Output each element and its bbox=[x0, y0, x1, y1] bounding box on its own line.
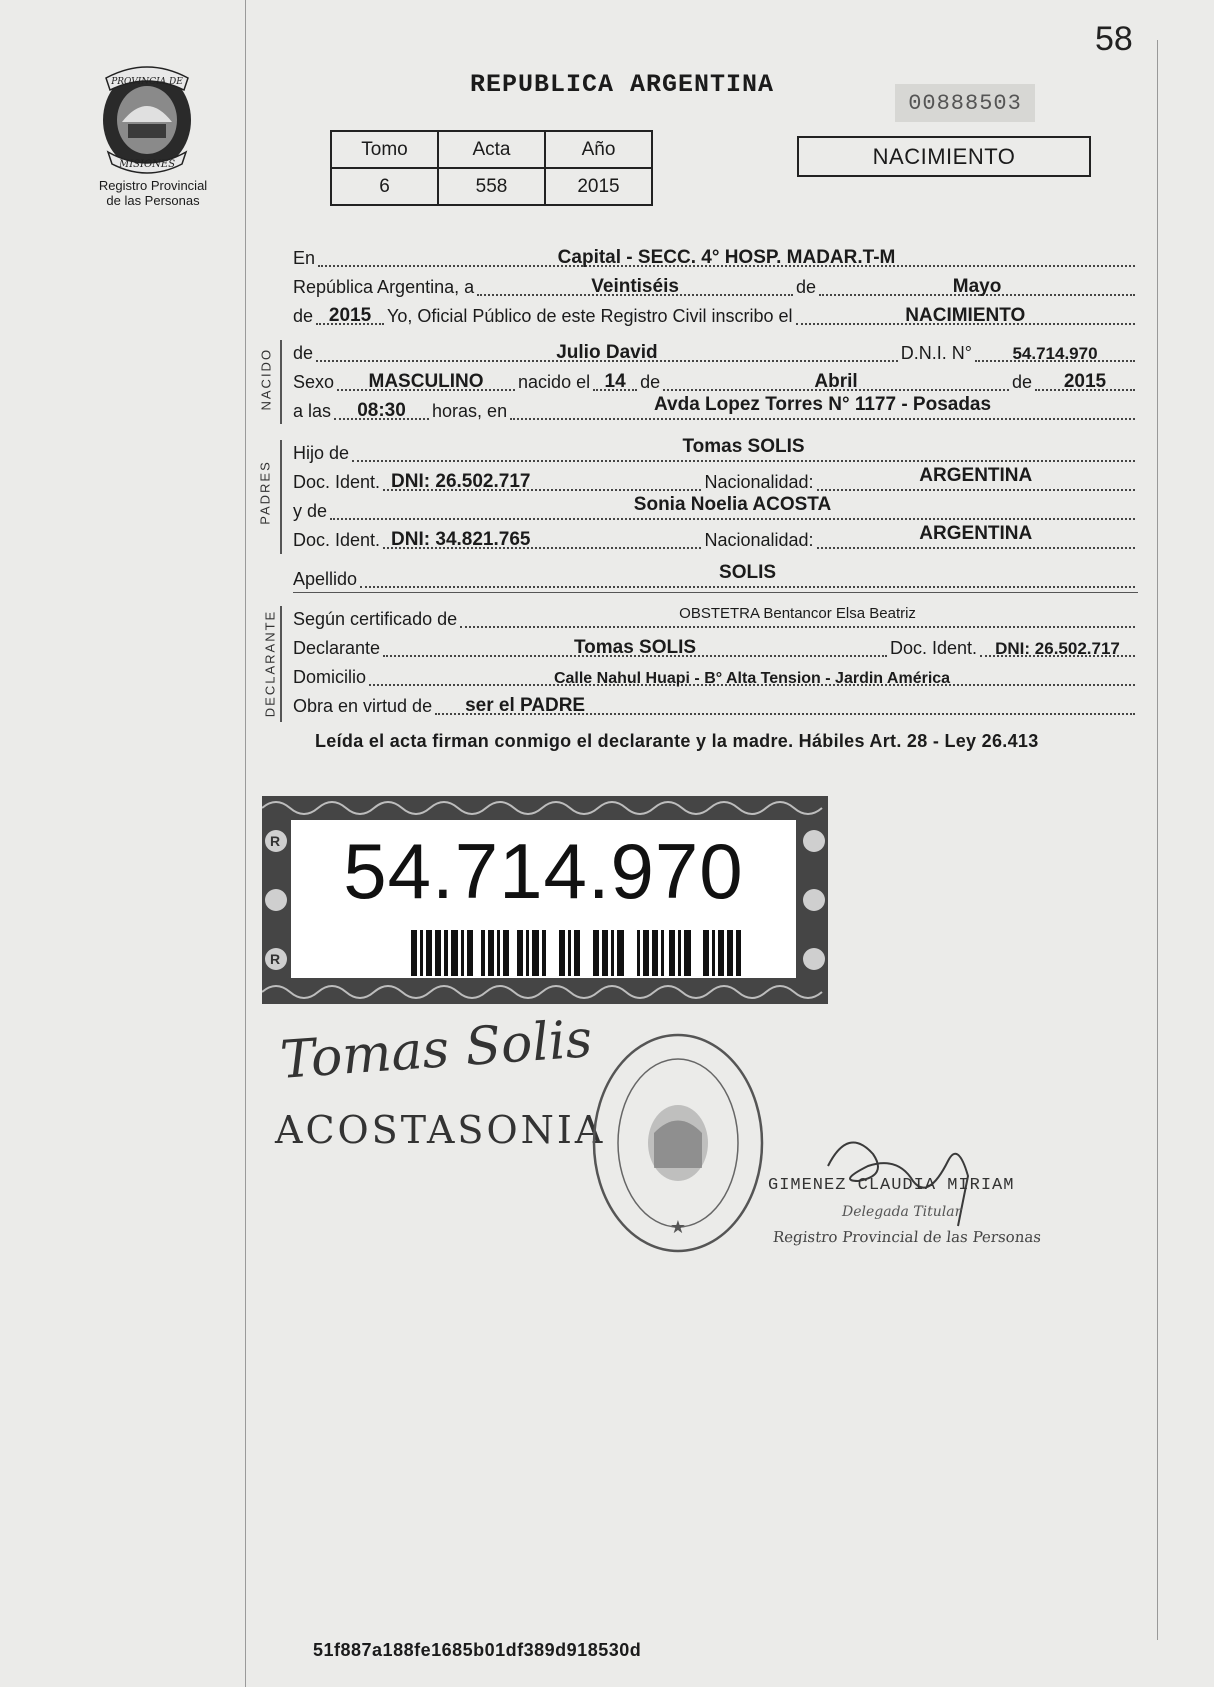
row-mother-doc bbox=[293, 523, 1138, 553]
row-mother bbox=[293, 494, 1138, 524]
row-time-place bbox=[293, 394, 1138, 424]
row-address bbox=[293, 664, 1138, 690]
mother-doc-label: Doc. Ident. bbox=[293, 530, 381, 550]
province-seal-logo bbox=[92, 60, 202, 178]
logo-caption-line2: de las Personas bbox=[106, 193, 200, 208]
row-sex-birth bbox=[293, 369, 1138, 395]
nacido-bracket bbox=[280, 340, 282, 424]
year-prefix: de bbox=[293, 306, 314, 326]
declarante-section-label: DECLARANTE bbox=[262, 609, 278, 718]
father-nat-value: ARGENTINA bbox=[919, 465, 1033, 486]
document-title: REPUBLICA ARGENTINA bbox=[470, 70, 775, 99]
id-number-label bbox=[262, 796, 828, 1004]
sex-label: Sexo bbox=[293, 372, 335, 392]
mother-label: y de bbox=[293, 501, 328, 521]
serial-number: 00888503 bbox=[895, 84, 1035, 122]
id-number-text: 54.714.970 bbox=[343, 827, 744, 915]
father-doc-value: DNI: 26.502.717 bbox=[391, 471, 531, 492]
row-year bbox=[293, 303, 1138, 329]
tomo-acta-table bbox=[330, 130, 653, 206]
row-surname bbox=[293, 562, 1138, 592]
officer-text: Yo, Oficial Público de este Registro Civil inscribo el bbox=[387, 306, 793, 326]
corner-mark-left: R bbox=[270, 833, 281, 849]
father-label: Hijo de bbox=[293, 443, 350, 463]
declarante-bracket bbox=[280, 606, 282, 722]
mother-nat-label: Nacionalidad: bbox=[704, 530, 814, 550]
barcode bbox=[411, 930, 741, 976]
role-label: Obra en virtud de bbox=[293, 696, 433, 716]
surname-label: Apellido bbox=[293, 569, 358, 589]
cert-label: Según certificado de bbox=[293, 609, 458, 629]
left-margin-line bbox=[245, 0, 246, 1687]
de-label: de bbox=[796, 277, 817, 297]
mother-doc-value: DNI: 34.821.765 bbox=[391, 529, 531, 550]
row-date bbox=[293, 274, 1138, 300]
father-value: Tomas SOLIS bbox=[682, 436, 805, 457]
mother-nat-value: ARGENTINA bbox=[919, 523, 1033, 544]
country-label: República Argentina, a bbox=[293, 277, 475, 297]
time-value: 08:30 bbox=[357, 400, 406, 421]
surname-divider bbox=[293, 592, 1138, 593]
surname-value: SOLIS bbox=[719, 562, 777, 583]
de-label-3: de bbox=[1011, 372, 1032, 392]
time-label: a las bbox=[293, 401, 332, 421]
official-organization: Registro Provincial de las Personas bbox=[772, 1228, 1043, 1246]
padres-bracket bbox=[280, 440, 282, 554]
padres-section-label: PADRES bbox=[257, 460, 273, 525]
row-role bbox=[293, 693, 1138, 719]
tomo-value: 6 bbox=[331, 168, 438, 205]
born-label: nacido el bbox=[518, 372, 591, 392]
cert-value: OBSTETRA Bentancor Elsa Beatriz bbox=[679, 605, 916, 622]
svg-text:★: ★ bbox=[669, 1217, 687, 1237]
birth-place-value: Avda Lopez Torres N° 1177 - Posadas bbox=[654, 394, 992, 415]
father-doc-label: Doc. Ident. bbox=[293, 472, 381, 492]
official-stamp bbox=[588, 1028, 768, 1258]
declarant-doc-value: DNI: 26.502.717 bbox=[995, 639, 1120, 658]
acta-value: 558 bbox=[438, 168, 545, 205]
act-type-box: NACIMIENTO bbox=[797, 136, 1091, 177]
signature-father: Tomas Solis bbox=[278, 1009, 595, 1091]
role-value: ser el PADRE bbox=[465, 695, 586, 716]
acta-header: Acta bbox=[438, 131, 545, 168]
row-declarant bbox=[293, 635, 1138, 661]
row-certificate bbox=[293, 606, 1138, 632]
de-label-2: de bbox=[640, 372, 661, 392]
month-value: Mayo bbox=[952, 276, 1002, 297]
row-child-name bbox=[293, 340, 1138, 366]
nacido-section-label: NACIDO bbox=[258, 347, 274, 411]
official-name: GIMENEZ CLAUDIA MIRIAM bbox=[768, 1176, 1015, 1195]
address-label: Domicilio bbox=[293, 667, 367, 687]
svg-text:PROVINCIA DE: PROVINCIA DE bbox=[111, 77, 183, 87]
address-value: Calle Nahul Huapi - B° Alta Tension - Jardin América bbox=[553, 670, 951, 687]
tomo-header: Tomo bbox=[331, 131, 438, 168]
father-nat-label: Nacionalidad: bbox=[704, 472, 814, 492]
signature-mother: ACOSTASONIA bbox=[275, 1108, 606, 1152]
logo-caption bbox=[78, 178, 228, 208]
day-value: Veintiséis bbox=[591, 276, 679, 297]
logo-caption-line1: Registro Provincial bbox=[98, 178, 208, 193]
child-dni-value: 54.714.970 bbox=[1012, 344, 1098, 363]
page-number: 58 bbox=[1095, 20, 1133, 58]
anio-header: Año bbox=[545, 131, 652, 168]
document-hash: 51f887a188fe1685b01df389d918530d bbox=[313, 1640, 642, 1660]
inscribed-value: NACIMIENTO bbox=[905, 305, 1026, 326]
anio-value: 2015 bbox=[545, 168, 652, 205]
right-margin-line bbox=[1157, 40, 1158, 1640]
hours-label: horas, en bbox=[432, 401, 508, 421]
en-label: En bbox=[293, 248, 316, 268]
mother-value: Sonia Noelia ACOSTA bbox=[633, 494, 832, 515]
birth-day-value: 14 bbox=[604, 371, 626, 392]
row-father bbox=[293, 436, 1138, 466]
year-value: 2015 bbox=[328, 305, 372, 326]
child-name-value: Julio David bbox=[556, 342, 658, 363]
birth-month-value: Abril bbox=[814, 371, 858, 392]
svg-text:MISIONES: MISIONES bbox=[118, 159, 176, 170]
declarant-value: Tomas SOLIS bbox=[573, 637, 697, 658]
sex-value: MASCULINO bbox=[368, 371, 484, 392]
birth-year-value: 2015 bbox=[1063, 371, 1107, 392]
place-value: Capital - SECC. 4° HOSP. MADAR.T-M bbox=[557, 247, 896, 268]
declarant-label: Declarante bbox=[293, 638, 381, 658]
closing-statement: Leída el acta firman conmigo el declarante y la madre. Hábiles Art. 28 - Ley 26.413 bbox=[315, 731, 1039, 751]
child-de-label: de bbox=[293, 343, 314, 363]
corner-mark-left-bottom: R bbox=[270, 951, 281, 967]
row-father-doc bbox=[293, 465, 1138, 495]
official-role: Delegada Titular bbox=[842, 1204, 962, 1220]
declarant-doc-label: Doc. Ident. bbox=[889, 638, 977, 658]
dni-label: D.N.I. N° bbox=[900, 343, 972, 363]
row-place bbox=[293, 245, 1138, 271]
